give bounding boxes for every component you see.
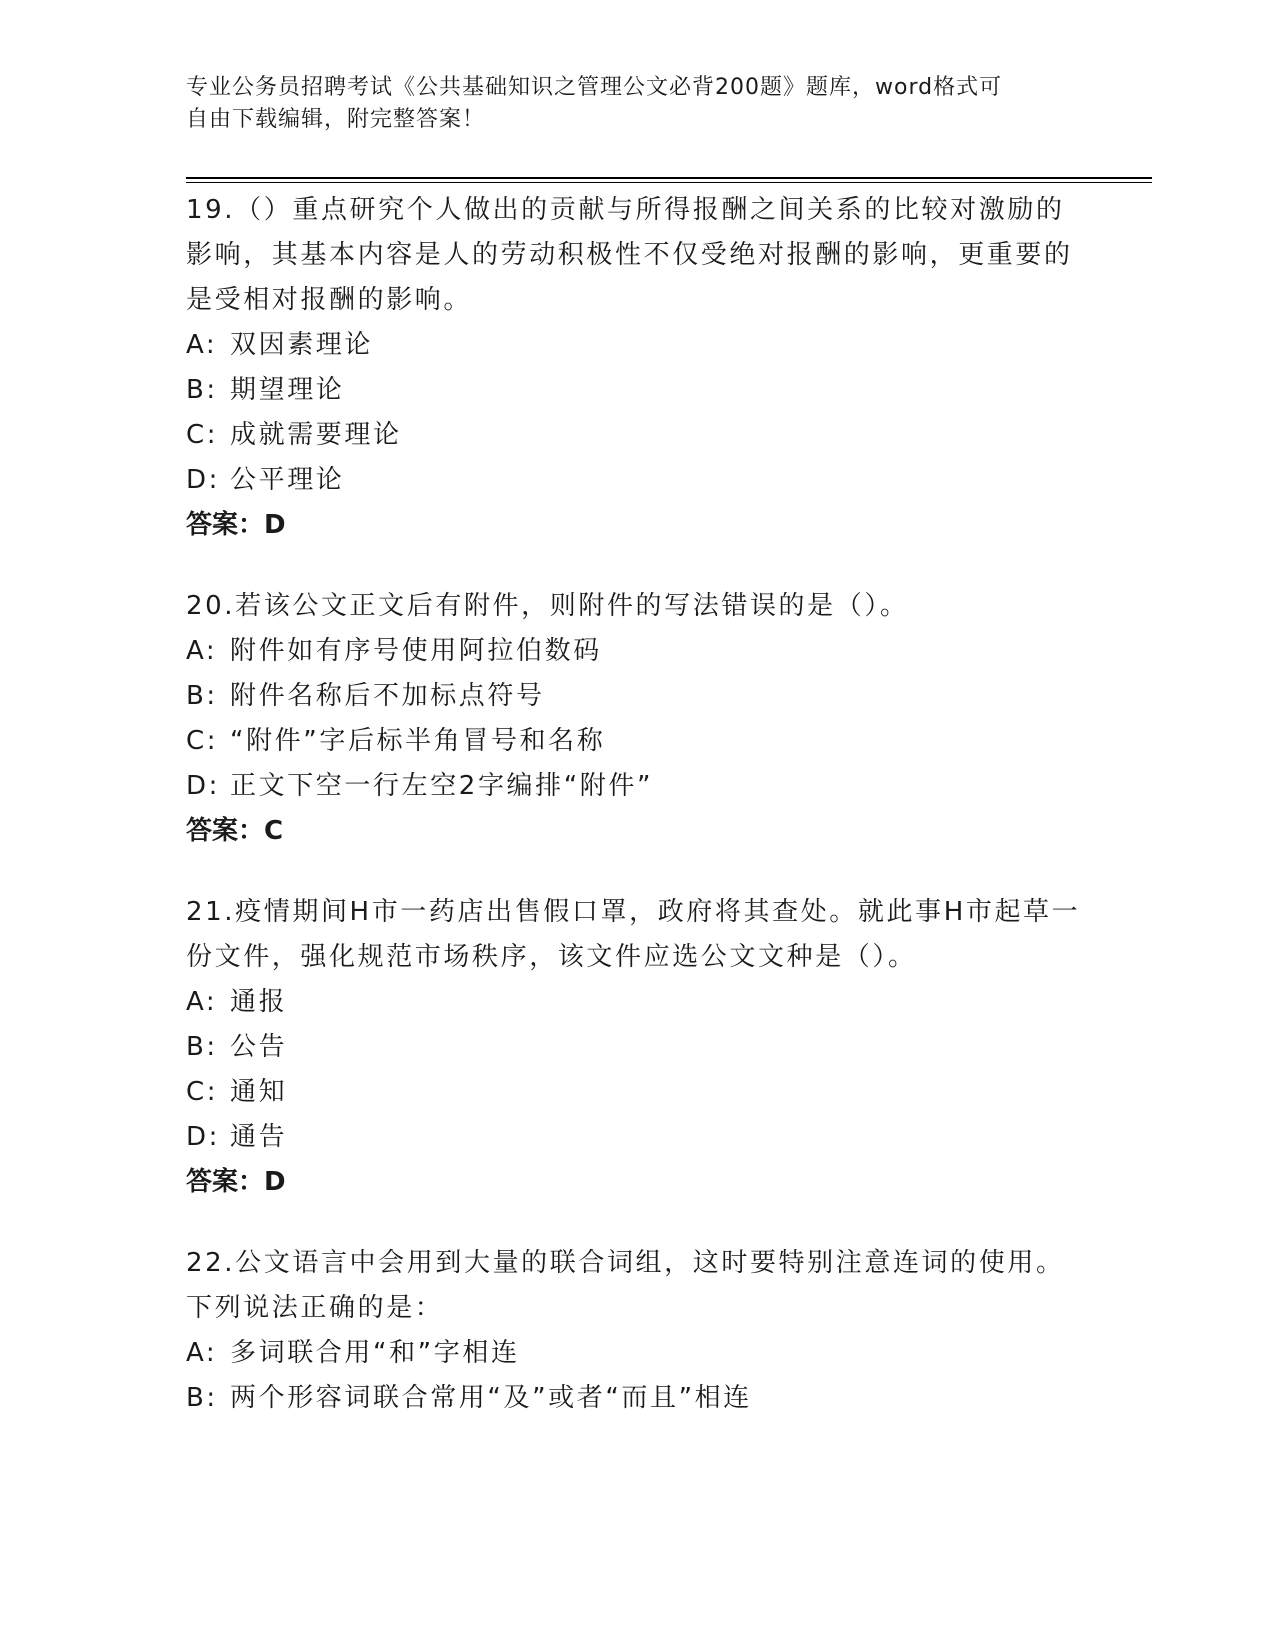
- option-b: [186, 368, 1086, 413]
- option-letter: D:: [186, 771, 220, 801]
- option-d: [186, 1115, 1086, 1160]
- option-a: [186, 629, 1086, 674]
- option-letter: C:: [186, 420, 219, 450]
- option-text: 通报: [230, 987, 288, 1017]
- option-text: 通知: [230, 1077, 288, 1107]
- option-a: [186, 1331, 1086, 1376]
- answer-line: 答案：D: [186, 510, 286, 540]
- option-letter: B:: [186, 375, 218, 405]
- header-title-line-2: 自由下载编辑，附完整答案！: [186, 107, 486, 132]
- option-a: [186, 980, 1086, 1025]
- option-d: [186, 764, 1086, 809]
- option-letter: A:: [186, 636, 218, 666]
- option-letter: D:: [186, 465, 220, 495]
- option-text: 两个形容词联合常用“及”或者“而且”相连: [230, 1383, 752, 1413]
- option-letter: A:: [186, 987, 218, 1017]
- header-title-line-1: 专业公务员招聘考试《公共基础知识之管理公文必背200题》题库，word格式可: [186, 75, 1003, 100]
- option-text: 附件如有序号使用阿拉伯数码: [230, 636, 602, 666]
- question-list: [186, 188, 1086, 1457]
- option-b: [186, 674, 1086, 719]
- option-text: 双因素理论: [230, 330, 374, 360]
- option-letter: C:: [186, 1077, 219, 1107]
- option-text: 期望理论: [230, 375, 345, 405]
- option-text: “附件”字后标半角冒号和名称: [230, 726, 606, 756]
- option-text: 多词联合用“和”字相连: [230, 1338, 520, 1368]
- question-20: [186, 584, 1086, 854]
- option-text: 正文下空一行左空2字编排“附件”: [230, 771, 654, 801]
- option-letter: A:: [186, 1338, 218, 1368]
- header-divider-thin: [186, 182, 1152, 183]
- answer-line: 答案：D: [186, 1167, 286, 1197]
- option-c: [186, 413, 1086, 458]
- option-b: [186, 1376, 1086, 1421]
- option-b: [186, 1025, 1086, 1070]
- option-letter: B:: [186, 1383, 218, 1413]
- option-letter: B:: [186, 681, 218, 711]
- question-stem: 21.疫情期间H市一药店出售假口罩，政府将其查处。就此事H市起草一份文件，强化规范市场秩序，该文件应选公文文种是（）。: [186, 897, 1081, 972]
- option-letter: A:: [186, 330, 218, 360]
- option-c: [186, 1070, 1086, 1115]
- question-22: [186, 1241, 1086, 1421]
- option-text: 公平理论: [230, 465, 345, 495]
- option-text: 公告: [230, 1032, 288, 1062]
- question-stem: 20.若该公文正文后有附件，则附件的写法错误的是（）。: [186, 591, 909, 621]
- option-text: 通告: [230, 1122, 288, 1152]
- option-c: [186, 719, 1086, 764]
- question-stem: 22.公文语言中会用到大量的联合词组，这时要特别注意连词的使用。下列说法正确的是：: [186, 1248, 1065, 1323]
- option-letter: B:: [186, 1032, 218, 1062]
- option-text: 附件名称后不加标点符号: [230, 681, 545, 711]
- question-21: [186, 890, 1086, 1205]
- option-a: [186, 323, 1086, 368]
- header-divider-thick: [186, 177, 1152, 179]
- question-stem: 19.（）重点研究个人做出的贡献与所得报酬之间关系的比较对激励的影响，其基本内容是人的劳动积极性不仅受绝对报酬的影响，更重要的是受相对报酬的影响。: [186, 195, 1073, 315]
- option-d: [186, 458, 1086, 503]
- option-text: 成就需要理论: [230, 420, 402, 450]
- option-letter: C:: [186, 726, 219, 756]
- answer-line: 答案：C: [186, 816, 284, 846]
- option-letter: D:: [186, 1122, 220, 1152]
- question-19: [186, 188, 1086, 548]
- document-header: [186, 72, 1066, 136]
